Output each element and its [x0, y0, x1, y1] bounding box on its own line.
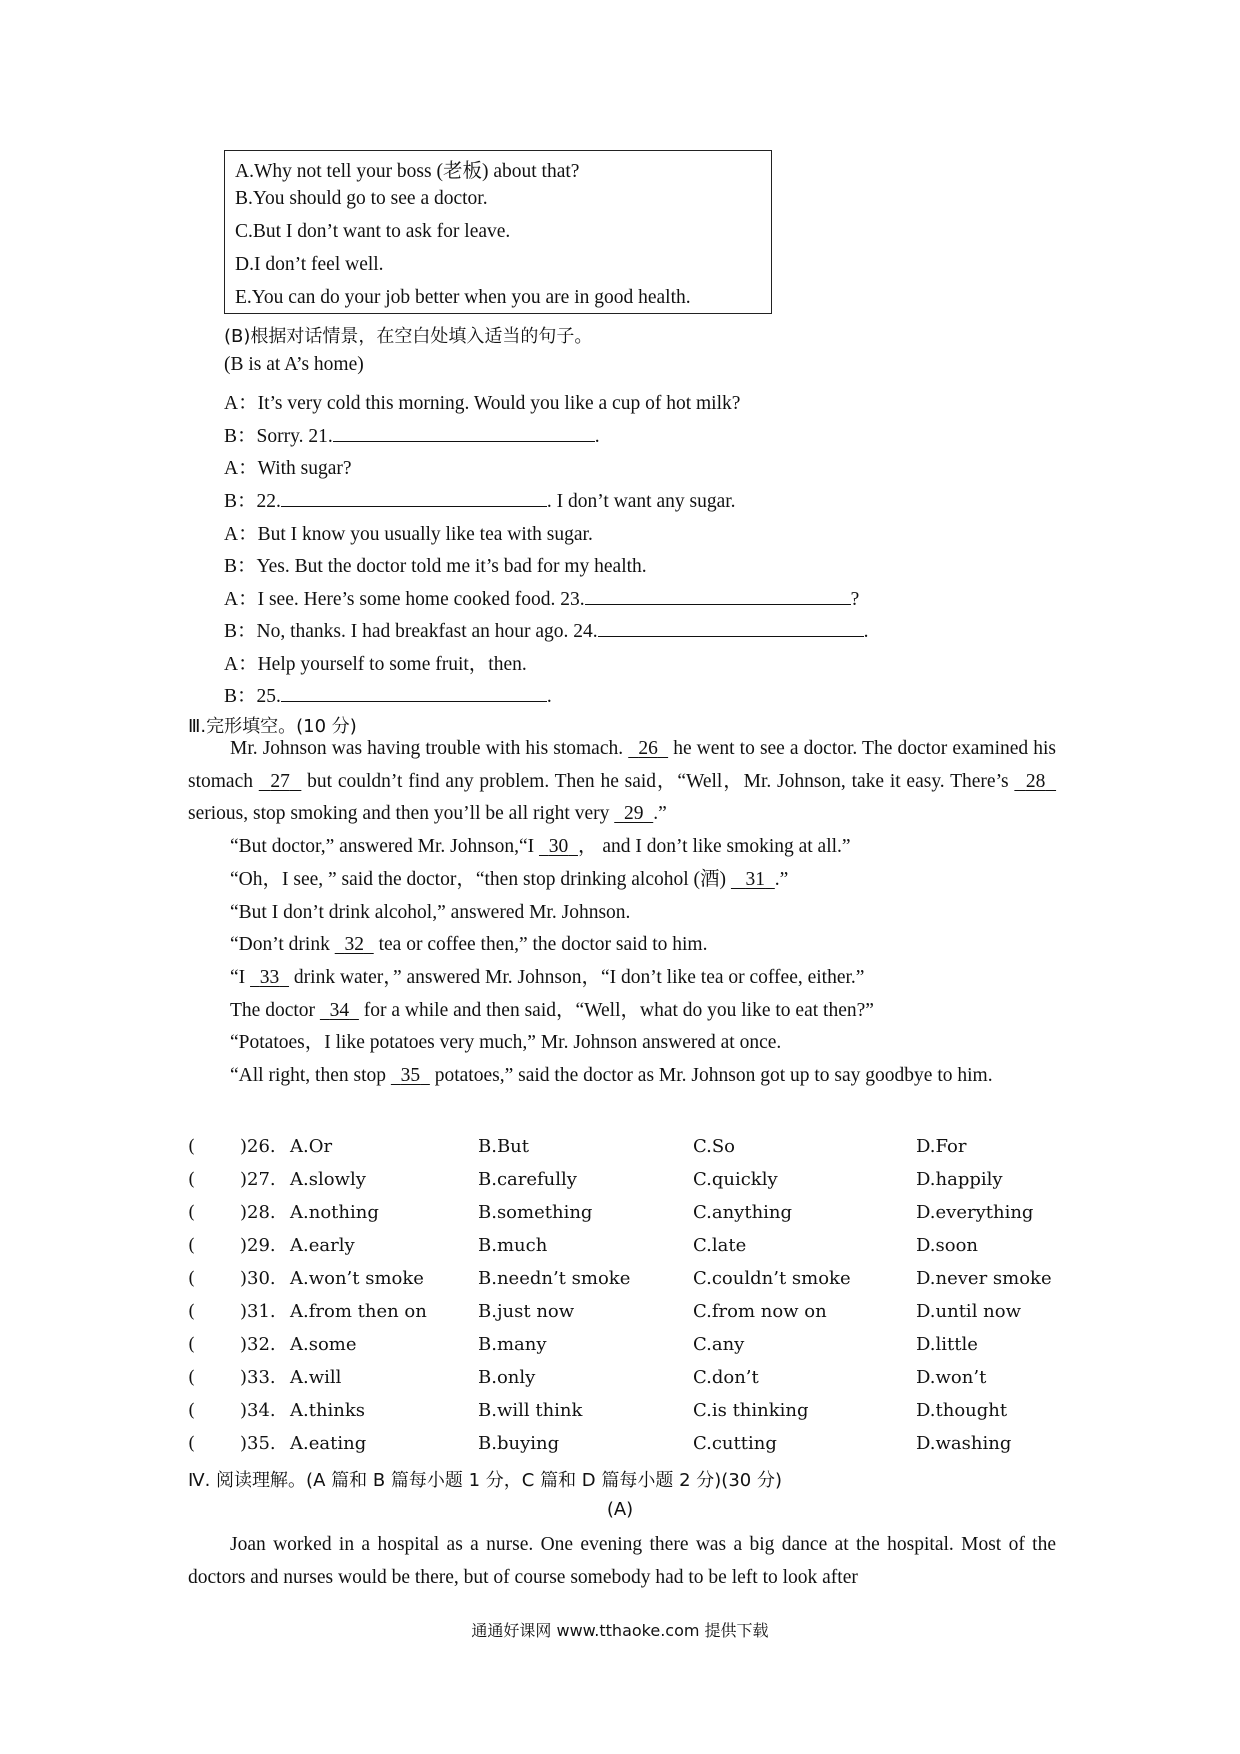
- choice-b: B.only: [478, 1367, 536, 1388]
- question-row: [188, 1367, 1068, 1397]
- dialogue-text: .: [594, 426, 600, 447]
- choice-b: B.many: [478, 1334, 547, 1355]
- reading-heading: Ⅳ. 阅读理解。(A 篇和 B 篇每小题 1 分，C 篇和 D 篇每小题 2 分)(30 分): [188, 1470, 782, 1491]
- choice-d: D.soon: [916, 1235, 979, 1256]
- option-c: C.But I don’t want to ask for leave.: [235, 221, 511, 242]
- cloze-blank-30: [539, 836, 578, 857]
- cloze-blank-34: [320, 1000, 359, 1021]
- dialogue-text: .: [863, 621, 869, 642]
- dialogue-text: .: [546, 686, 552, 707]
- choice-a: A.nothing: [290, 1202, 379, 1223]
- option-e: E.You can do your job better when you are in good health.: [235, 287, 691, 308]
- dialogue-line-10: [224, 680, 552, 708]
- cloze-blank-26: [628, 738, 668, 759]
- blank-number: 32: [344, 934, 364, 956]
- footer-credit: 通通好课网 www.tthaoke.com 提供下载: [471, 1621, 769, 1640]
- reading-paragraph: Joan worked in a hospital as a nurse. One evening there was a big dance at the hospital. Most of the doctors and nurses would be there, but of course somebody had to be left to look after: [188, 1534, 1056, 1588]
- question-number: )35.: [240, 1433, 276, 1454]
- question-number: )27.: [240, 1169, 276, 1190]
- cloze-blank-35: [391, 1065, 430, 1086]
- cloze-blank-28: [1014, 771, 1056, 792]
- speaker: A：: [224, 393, 258, 414]
- speaker: B：: [224, 556, 257, 577]
- speaker: A：: [224, 589, 258, 610]
- speaker: B：: [224, 686, 257, 707]
- dialogue-line-7: [224, 583, 859, 611]
- choice-c: C.from now on: [693, 1301, 827, 1322]
- cloze-paragraph-7: [188, 995, 1056, 1028]
- choice-b: B.buying: [478, 1433, 560, 1454]
- speaker: A：: [224, 524, 258, 545]
- question-row: [188, 1268, 1068, 1298]
- answer-bracket[interactable]: (: [188, 1334, 196, 1355]
- passage-text: he went to see a doctor. The doctor examined his stomach: [188, 738, 1057, 792]
- choice-b: B.will think: [478, 1400, 583, 1421]
- dialogue-line-3: [224, 452, 352, 480]
- choice-a: A.Or: [290, 1136, 333, 1157]
- choice-a: A.early: [290, 1235, 355, 1256]
- dialogue-text: 25.: [256, 686, 281, 707]
- passage-text: .”: [653, 803, 667, 825]
- blank-number: 33: [259, 966, 280, 988]
- question-number: )29.: [240, 1235, 276, 1256]
- speaker: A：: [224, 654, 258, 675]
- choice-d: D.washing: [916, 1433, 1012, 1454]
- cloze-passage: [188, 733, 1056, 1093]
- option-d: D.I don’t feel well.: [235, 254, 384, 275]
- dialogue-text: I see. Here’s some home cooked food. 23.: [257, 589, 585, 610]
- reading-passage-a: [188, 1529, 1056, 1594]
- choice-c: C.don’t: [693, 1367, 759, 1388]
- answer-blank-24[interactable]: [598, 618, 864, 637]
- passage-text: “Don’t drink: [230, 934, 330, 956]
- choice-c: C.cutting: [693, 1433, 777, 1454]
- choice-c: C.any: [693, 1334, 745, 1355]
- cloze-paragraph-4: “But I don’t drink alcohol,” answered Mr. Johnson.: [230, 901, 631, 923]
- dialogue-text: Help yourself to some fruit，then.: [257, 654, 527, 675]
- cloze-paragraph-5: [188, 929, 1056, 962]
- choice-a: A.will: [290, 1367, 342, 1388]
- cloze-heading: Ⅲ.完形填空。(10 分): [188, 716, 357, 737]
- question-number: )28.: [240, 1202, 276, 1223]
- dialogue-line-4: [224, 485, 736, 513]
- question-number: )31.: [240, 1301, 276, 1322]
- passage-text: but couldn’t find any problem. Then he said，“Well，Mr. Johnson, take it easy. There’s: [307, 770, 1009, 792]
- option-a: A.Why not tell your boss (老板) about that?: [235, 161, 580, 182]
- cloze-paragraph-1: [188, 733, 1056, 831]
- answer-bracket[interactable]: (: [188, 1301, 196, 1322]
- passage-text: “All right, then stop: [230, 1065, 386, 1087]
- answer-bracket[interactable]: (: [188, 1235, 196, 1256]
- cloze-blank-27: [259, 771, 302, 792]
- dialogue-text: But I know you usually like tea with sugar.: [257, 524, 593, 545]
- dialogue-line-5: [224, 518, 593, 546]
- cloze-blank-29: [614, 803, 653, 824]
- answer-bracket[interactable]: (: [188, 1136, 196, 1157]
- cloze-blank-33: [250, 967, 289, 988]
- blank-number: 34: [329, 999, 350, 1021]
- dialogue-text: 22.: [256, 491, 281, 512]
- question-row: [188, 1400, 1068, 1430]
- answer-blank-25[interactable]: [281, 683, 547, 702]
- dialogue-context: (B is at A’s home): [224, 354, 364, 375]
- choice-c: C.quickly: [693, 1169, 778, 1190]
- choice-c: C.is thinking: [693, 1400, 809, 1421]
- answer-bracket[interactable]: (: [188, 1367, 196, 1388]
- answer-bracket[interactable]: (: [188, 1202, 196, 1223]
- answer-blank-23[interactable]: [585, 586, 851, 605]
- blank-number: 30: [548, 836, 569, 858]
- speaker: B：: [224, 426, 257, 447]
- question-number: )30.: [240, 1268, 276, 1289]
- choice-c: C.couldn’t smoke: [693, 1268, 851, 1289]
- passage-text: “I: [230, 966, 246, 988]
- cloze-paragraph-8: “Potatoes，I like potatoes very much,” Mr. Johnson answered at once.: [230, 1032, 782, 1054]
- question-number: )34.: [240, 1400, 276, 1421]
- choice-d: D.thought: [916, 1400, 1008, 1421]
- answer-bracket[interactable]: (: [188, 1400, 196, 1421]
- question-row: [188, 1433, 1068, 1463]
- cloze-blank-32: [335, 934, 374, 955]
- question-row: [188, 1136, 1068, 1166]
- choice-b: B.something: [478, 1202, 593, 1223]
- speaker: B：: [224, 491, 257, 512]
- choice-d: D.happily: [916, 1169, 1003, 1190]
- choice-b: B.needn’t smoke: [478, 1268, 631, 1289]
- speaker: B：: [224, 621, 257, 642]
- passage-text: ， and I don’t like smoking at all.”: [577, 836, 851, 858]
- passage-text: serious, stop smoking and then you’ll be all right very: [188, 803, 610, 825]
- dialogue-text: It’s very cold this morning. Would you like a cup of hot milk?: [257, 393, 741, 414]
- passage-text: drink water，” answered Mr. Johnson，“I don’t like tea or coffee, either.”: [293, 966, 865, 988]
- dialogue-text: Yes. But the doctor told me it’s bad for my health.: [256, 556, 647, 577]
- passage-text: “But doctor,” answered Mr. Johnson,“I: [230, 836, 535, 858]
- blank-number: 28: [1025, 770, 1046, 792]
- passage-text: “Oh，I see, ” said the doctor，“then stop drinking alcohol (酒): [230, 868, 727, 890]
- answer-blank-21[interactable]: [333, 423, 595, 442]
- blank-number: 29: [623, 803, 644, 825]
- choice-d: D.never smoke: [916, 1268, 1052, 1289]
- passage-text: Mr. Johnson was having trouble with his stomach.: [230, 738, 624, 759]
- dialogue-text: Sorry. 21.: [256, 426, 333, 447]
- section-a-label: (A): [606, 1499, 634, 1520]
- dialogue-text: With sugar?: [257, 458, 352, 479]
- choice-a: A.won’t smoke: [290, 1268, 424, 1289]
- passage-text: The doctor: [230, 999, 316, 1021]
- dialogue-line-9: [224, 648, 527, 676]
- choice-a: A.eating: [290, 1433, 367, 1454]
- dialogue-line-2: [224, 420, 600, 448]
- choice-c: C.late: [693, 1235, 747, 1256]
- option-b: B.You should go to see a doctor.: [235, 188, 488, 209]
- question-row: [188, 1235, 1068, 1265]
- dialogue-text: . I don’t want any sugar.: [546, 491, 736, 512]
- passage-text: for a while and then said，“Well，what do you like to eat then?”: [363, 999, 874, 1021]
- blank-number: 26: [638, 738, 658, 759]
- question-row: [188, 1169, 1068, 1199]
- question-number: )26.: [240, 1136, 276, 1157]
- dialogue-line-1: [224, 387, 740, 415]
- dialogue-instruction: (B)根据对话情景，在空白处填入适当的句子。: [224, 326, 593, 347]
- answer-blank-22[interactable]: [281, 488, 547, 507]
- dialogue-line-8: [224, 615, 869, 643]
- dialogue-text: ?: [850, 589, 860, 610]
- cloze-paragraph-2: [188, 831, 1056, 864]
- answer-bracket[interactable]: (: [188, 1268, 196, 1289]
- choice-d: D.For: [916, 1136, 967, 1157]
- dialogue-text: No, thanks. I had breakfast an hour ago. 24.: [256, 621, 598, 642]
- speaker: A：: [224, 458, 258, 479]
- choice-d: D.won’t: [916, 1367, 987, 1388]
- dialogue-line-6: [224, 550, 647, 578]
- choice-b: B.much: [478, 1235, 548, 1256]
- question-row: [188, 1301, 1068, 1331]
- answer-bracket[interactable]: (: [188, 1433, 196, 1454]
- choice-b: B.just now: [478, 1301, 575, 1322]
- cloze-paragraph-6: [188, 962, 1056, 995]
- passage-text: potatoes,” said the doctor as Mr. Johnson got up to say goodbye to him.: [434, 1065, 993, 1087]
- question-number: )32.: [240, 1334, 276, 1355]
- choice-c: C.anything: [693, 1202, 793, 1223]
- choice-d: D.until now: [916, 1301, 1022, 1322]
- choice-c: C.So: [693, 1136, 736, 1157]
- passage-text: tea or coffee then,” the doctor said to him.: [378, 934, 708, 956]
- question-row: [188, 1334, 1068, 1364]
- options-box: [224, 150, 772, 314]
- choice-a: A.slowly: [290, 1169, 366, 1190]
- choice-b: B.But: [478, 1136, 530, 1157]
- choice-d: D.little: [916, 1334, 978, 1355]
- question-row: [188, 1202, 1068, 1232]
- choice-d: D.everything: [916, 1202, 1034, 1223]
- choice-a: A.some: [290, 1334, 357, 1355]
- choice-a: A.thinks: [290, 1400, 366, 1421]
- cloze-blank-31: [731, 869, 775, 890]
- cloze-paragraph-9: [188, 1060, 1056, 1093]
- choice-b: B.carefully: [478, 1169, 577, 1190]
- answer-bracket[interactable]: (: [188, 1169, 196, 1190]
- passage-text: .”: [774, 868, 789, 890]
- blank-number: 31: [745, 868, 766, 890]
- blank-number: 27: [270, 770, 290, 792]
- blank-number: 35: [400, 1065, 421, 1087]
- question-number: )33.: [240, 1367, 276, 1388]
- choice-a: A.from then on: [290, 1301, 427, 1322]
- cloze-paragraph-3: [188, 864, 1056, 897]
